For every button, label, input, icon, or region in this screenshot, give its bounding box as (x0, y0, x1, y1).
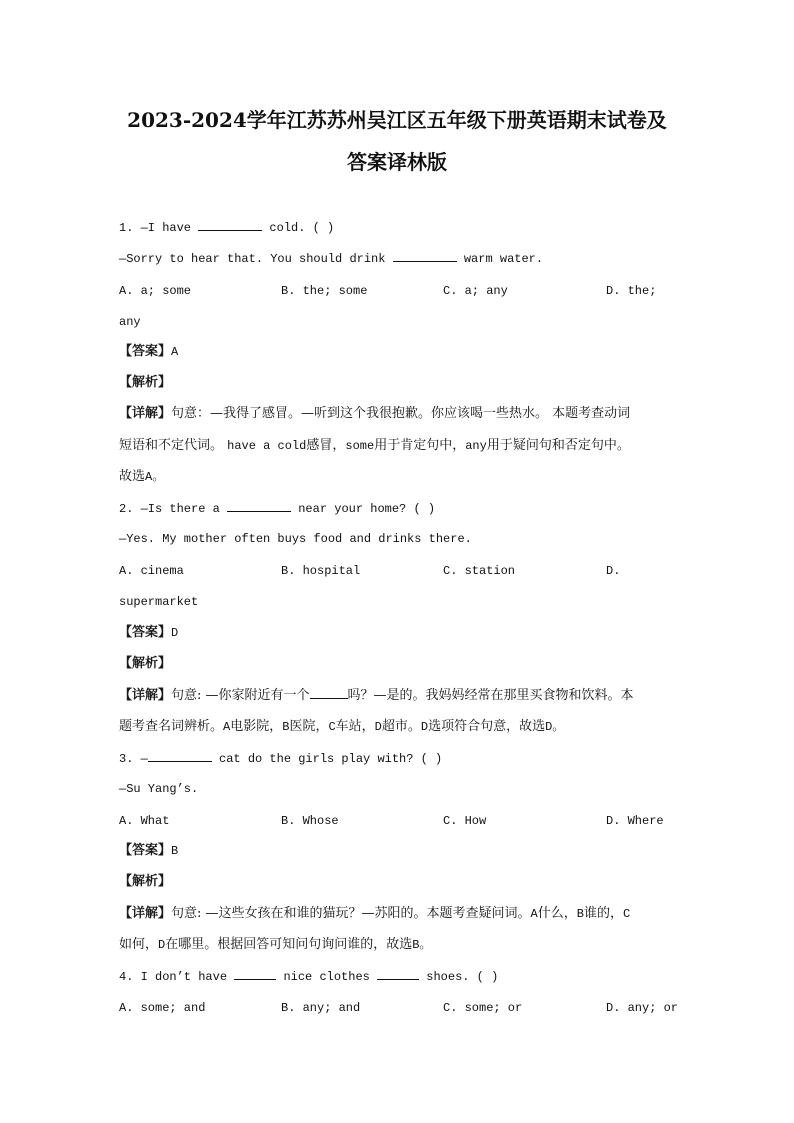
q1-stem: 1. —I have cold. ( ) (119, 221, 335, 235)
q1-analysis-label: 【解析】 (119, 375, 172, 390)
q3-detail-line1: 【详解】句意: —这些女孩在和谁的猫玩？—苏阳的。本题考查疑问词。A什么，B谁的，C (119, 906, 631, 921)
q1-option-d: D. the; (606, 284, 657, 298)
q3-stem: 3. — cat do the girls play with? ( ) (119, 752, 443, 766)
q3-answer: 【答案】B (119, 843, 179, 858)
q4-stem: 4. I don’t have nice clothes shoes. ( ) (119, 970, 499, 984)
doc-title-line2: 答案译林版 (347, 150, 447, 174)
q3-option-a: A. What (119, 814, 170, 828)
doc-title-line1: 2023-2024学年江苏苏州吴江区五年级下册英语期末试卷及 (127, 108, 667, 132)
q1-detail-line2: 短语和不定代词。 have a cold感冒，some用于肯定句中，any用于疑问句和否定句中。 (119, 438, 630, 453)
q2-option-d-cont: supermarket (119, 595, 199, 609)
q2-reply: —Yes. My mother often buys food and drinks there. (119, 532, 472, 546)
q1-option-c: C. a; any (443, 284, 508, 298)
q1-blank-2 (393, 250, 457, 262)
q3-option-d: D. Where (606, 814, 664, 828)
q3-blank (148, 750, 212, 762)
q2-option-a: A. cinema (119, 564, 184, 578)
q1-option-d-cont: any (119, 315, 141, 329)
q2-detail-line2: 题考查名词辨析。A电影院，B医院，C车站，D超市。D选项符合句意，故选D。 (119, 719, 565, 734)
q1-option-a: A. a; some (119, 284, 192, 298)
q2-detail-blank (310, 687, 348, 699)
q4-option-a: A. some; and (119, 1001, 206, 1015)
q3-reply: —Su Yang’s. (119, 782, 199, 796)
q2-detail-line1: 【详解】句意: —你家附近有一个 吗？—是的。我妈妈经常在那里买食物和饮料。本 (119, 688, 634, 703)
q1-detail-line1: 【详解】句意：—我得了感冒。—听到这个我很抱歉。你应该喝一些热水。 本题考查动词 (119, 406, 631, 421)
q2-answer: 【答案】D (119, 625, 179, 640)
q4-option-c: C. some; or (443, 1001, 523, 1015)
q3-option-c: C. How (443, 814, 487, 828)
q2-stem: 2. —Is there a near your home? ( ) (119, 502, 436, 516)
q2-blank (227, 500, 291, 512)
q3-option-b: B. Whose (281, 814, 339, 828)
q2-option-b: B. hospital (281, 564, 361, 578)
q1-blank-1 (198, 219, 262, 231)
q4-option-d: D. any; or (606, 1001, 679, 1015)
q4-blank-2 (377, 968, 419, 980)
q1-detail-line3: 故选A。 (119, 469, 165, 484)
q1-answer: 【答案】A (119, 344, 179, 359)
q3-analysis-label: 【解析】 (119, 874, 172, 889)
q4-blank-1 (234, 968, 276, 980)
q2-option-d: D. (606, 564, 621, 578)
q4-option-b: B. any; and (281, 1001, 361, 1015)
q2-analysis-label: 【解析】 (119, 656, 172, 671)
q1-reply: —Sorry to hear that. You should drink warm water. (119, 252, 544, 266)
q2-option-c: C. station (443, 564, 516, 578)
q1-option-b: B. the; some (281, 284, 368, 298)
q3-detail-line2: 如何，D在哪里。根据回答可知问句询问谁的，故选B。 (119, 937, 432, 952)
